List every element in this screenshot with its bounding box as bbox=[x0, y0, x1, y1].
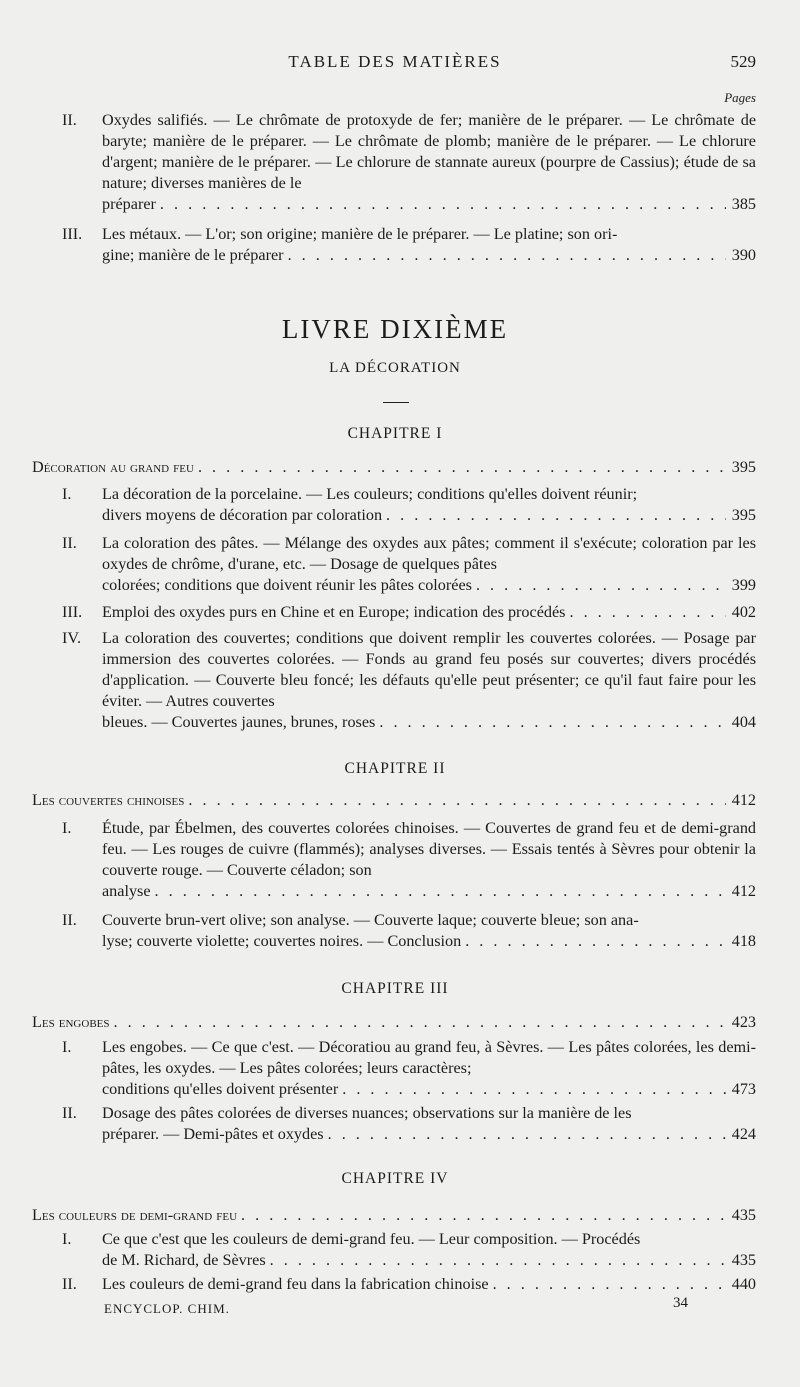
running-header bbox=[0, 52, 800, 76]
dot-leader bbox=[288, 245, 726, 266]
entry-page: 395 bbox=[731, 458, 756, 476]
dot-leader bbox=[328, 1124, 726, 1145]
entry-page: 435 bbox=[731, 1251, 756, 1269]
entry-page: 412 bbox=[731, 791, 756, 809]
entry-number: I. bbox=[62, 485, 72, 503]
entry-text-last: lyse; couverte violette; couvertes noires. — Conclusion bbox=[102, 932, 462, 950]
toc-entry bbox=[62, 602, 756, 623]
book-title: LIVRE DIXIÈME bbox=[281, 314, 509, 344]
dot-leader bbox=[386, 505, 726, 526]
toc-section bbox=[32, 790, 756, 811]
chapter-heading: CHAPITRE I bbox=[347, 425, 443, 442]
entry-page: 385 bbox=[731, 195, 756, 213]
entry-number: II. bbox=[62, 111, 77, 129]
dot-leader bbox=[569, 602, 725, 623]
dot-leader bbox=[379, 712, 725, 733]
entry-text-last: divers moyens de décoration par coloration bbox=[102, 506, 383, 524]
entry-number: I. bbox=[62, 1038, 72, 1056]
entry-page: 423 bbox=[731, 1013, 756, 1031]
entry-text: La décoration de la porcelaine. — Les couleurs; conditions qu'elles doivent réunir; bbox=[102, 485, 638, 503]
section-title: Décoration au grand feu bbox=[32, 458, 194, 476]
dot-leader bbox=[188, 790, 725, 811]
section-title: Les couleurs de demi-grand feu bbox=[32, 1206, 238, 1224]
entry-page: 399 bbox=[731, 576, 756, 594]
entry-page: 440 bbox=[731, 1275, 756, 1293]
dot-leader bbox=[342, 1079, 725, 1100]
entry-text-last: conditions qu'elles doivent présenter bbox=[102, 1080, 339, 1098]
entry-page: 390 bbox=[731, 246, 756, 264]
entry-page: 395 bbox=[731, 506, 756, 524]
entry-page: 418 bbox=[731, 932, 756, 950]
entry-number: IV. bbox=[62, 629, 82, 647]
chapter-heading: CHAPITRE II bbox=[344, 760, 446, 777]
toc-entry bbox=[62, 224, 756, 266]
section-title: Les engobes bbox=[32, 1013, 110, 1031]
entry-page: 404 bbox=[731, 713, 756, 731]
entry-text: Étude, par Ébelmen, des couvertes colorées chinoises. — Couvertes de grand feu et de demi-grand feu. — Les rouges de cuivre (flammés); analyses diverses. — Essais tentés à Sèvres pour obtenir la couverte rouge. — Couverte céladon; son bbox=[102, 819, 756, 879]
page-number: 529 bbox=[730, 52, 756, 71]
entry-text: Les métaux. — L'or; son origine; manière de le préparer. — Le platine; son ori- bbox=[102, 225, 618, 243]
entry-text: Ce que c'est que les couleurs de demi-grand feu. — Leur composition. — Procédés bbox=[102, 1230, 641, 1248]
chapter-heading: CHAPITRE III bbox=[341, 980, 449, 997]
section-title: Les couvertes chinoises bbox=[32, 791, 185, 809]
dot-leader bbox=[270, 1250, 726, 1271]
toc-entry bbox=[62, 628, 756, 733]
signature-mark: 34 bbox=[673, 1295, 688, 1311]
divider-rule bbox=[383, 402, 409, 403]
entry-text-last: Les couleurs de demi-grand feu dans la fabrication chinoise bbox=[102, 1275, 489, 1293]
entry-page: 473 bbox=[731, 1080, 756, 1098]
toc-entry bbox=[62, 484, 756, 526]
dot-leader bbox=[465, 931, 726, 952]
entry-text-last: de M. Richard, de Sèvres bbox=[102, 1251, 266, 1269]
footer-imprint: ENCYCLOP. CHIM. bbox=[104, 1301, 230, 1316]
entry-number: II. bbox=[62, 911, 77, 929]
toc-entry bbox=[62, 818, 756, 902]
entry-text-last: gine; manière de le préparer bbox=[102, 246, 284, 264]
dot-leader bbox=[198, 457, 726, 478]
dot-leader bbox=[241, 1205, 726, 1226]
entry-text: La coloration des couvertes; conditions que doivent remplir les couvertes colorées. — Posage par immersion des couvertes colorées. — Fonds au grand feu posés sur couvertes; divers procédés d'application. — Couverte bleu foncé; les défauts qu'elle peut présenter; ce qu'il faut faire pour les éviter. — Autres couvertes bbox=[102, 629, 756, 710]
entry-text: La coloration des pâtes. — Mélange des oxydes aux pâtes; comment il s'exécute; coloration par les oxydes de chrôme, d'urane, etc. — Dosage de quelques pâtes bbox=[102, 534, 756, 573]
entry-text: Les engobes. — Ce que c'est. — Décoratiou au grand feu, à Sèvres. — Les pâtes colorées, les demi-pâtes, les oxydes. — Les pâtes colorées; leurs caractères; bbox=[102, 1038, 756, 1077]
entry-text-last: Emploi des oxydes purs en Chine et en Europe; indication des procédés bbox=[102, 603, 566, 621]
toc-entry bbox=[62, 1103, 756, 1145]
entry-text: Oxydes salifiés. — Le chrômate de protoxyde de fer; manière de le préparer. — Le chrômate de baryte; manière de le préparer. — Le chrômate de plomb; manière de le préparer. — Le chlorure d'argent; manière de le préparer. — Le chlorure de stannate aureux (pourpre de Cassius); étude de sa nature; diverses manières de le bbox=[102, 111, 756, 192]
toc-entry bbox=[62, 1229, 756, 1271]
dot-leader bbox=[114, 1012, 726, 1033]
dot-leader bbox=[476, 575, 726, 596]
entry-text-last: préparer. — Demi-pâtes et oxydes bbox=[102, 1125, 324, 1143]
entry-text-last: bleues. — Couvertes jaunes, brunes, roses bbox=[102, 713, 376, 731]
book-subtitle: LA DÉCORATION bbox=[329, 360, 461, 376]
toc-entry bbox=[62, 1037, 756, 1100]
toc-entry bbox=[62, 533, 756, 596]
running-title: TABLE DES MATIÈRES bbox=[288, 52, 502, 71]
toc-entry bbox=[62, 110, 756, 215]
entry-number: I. bbox=[62, 819, 72, 837]
entry-number: II. bbox=[62, 1275, 77, 1293]
entry-number: II. bbox=[62, 534, 77, 552]
dot-leader bbox=[155, 881, 726, 902]
entry-page: 412 bbox=[731, 882, 756, 900]
entry-text: Dosage des pâtes colorées de diverses nuances; observations sur la manière de les bbox=[102, 1104, 632, 1122]
entry-text-last: préparer bbox=[102, 195, 156, 213]
toc-entry bbox=[62, 1274, 756, 1295]
entry-number: I. bbox=[62, 1230, 72, 1248]
entry-text-last: colorées; conditions que doivent réunir les pâtes colorées bbox=[102, 576, 472, 594]
entry-page: 424 bbox=[731, 1125, 756, 1143]
entry-page: 435 bbox=[731, 1206, 756, 1224]
dot-leader bbox=[493, 1274, 726, 1295]
entry-number: II. bbox=[62, 1104, 77, 1122]
entry-number: III. bbox=[62, 603, 83, 621]
dot-leader bbox=[160, 194, 726, 215]
entry-page: 402 bbox=[731, 603, 756, 621]
entry-number: III. bbox=[62, 225, 83, 243]
toc-section bbox=[32, 457, 756, 478]
toc-entry bbox=[62, 910, 756, 952]
toc-section bbox=[32, 1012, 756, 1033]
toc-section bbox=[32, 1205, 756, 1226]
entry-text: Couverte brun-vert olive; son analyse. — Couverte laque; couverte bleue; son ana- bbox=[102, 911, 639, 929]
pages-column-label: Pages bbox=[724, 90, 756, 105]
chapter-heading: CHAPITRE IV bbox=[341, 1170, 449, 1187]
entry-text-last: analyse bbox=[102, 882, 151, 900]
